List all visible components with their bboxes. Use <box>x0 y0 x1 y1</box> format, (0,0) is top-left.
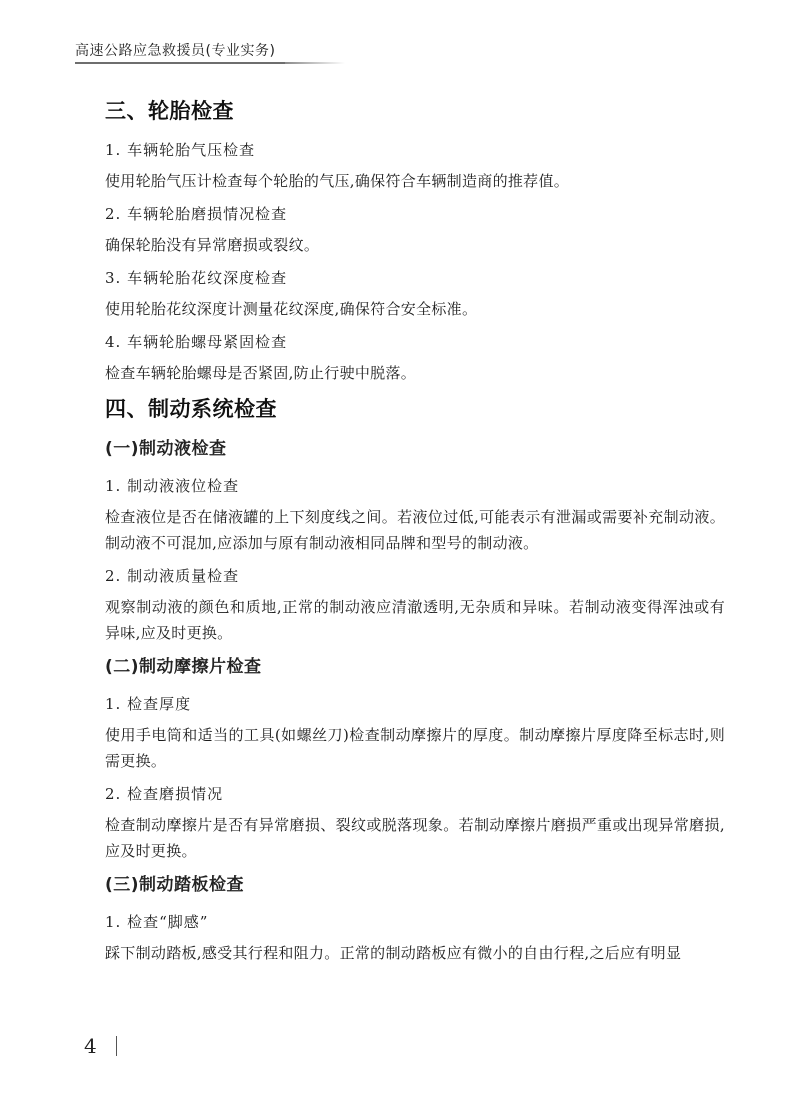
item-heading: 1. 车辆轮胎气压检查 <box>105 141 256 159</box>
page-number: 4 <box>84 1034 97 1058</box>
section-heading-tire: 三、轮胎检查 <box>105 99 234 123</box>
paragraph: 使用轮胎花纹深度计测量花纹深度,确保符合安全标准。 <box>105 300 478 318</box>
running-header <box>75 36 715 66</box>
paragraph: 检查车辆轮胎螺母是否紧固,防止行驶中脱落。 <box>105 364 417 382</box>
item-heading: 3. 车辆轮胎花纹深度检查 <box>105 269 288 287</box>
item-heading: 2. 检查磨损情况 <box>105 785 224 803</box>
paragraph: 使用轮胎气压计检查每个轮胎的气压,确保符合车辆制造商的推荐值。 <box>105 172 570 190</box>
paragraph: 检查制动摩擦片是否有异常磨损、裂纹或脱落现象。若制动摩擦片磨损严重或出现异常磨损,应及时更换。 <box>105 816 725 860</box>
item-heading: 2. 车辆轮胎磨损情况检查 <box>105 205 288 223</box>
item-heading: 1. 检查厚度 <box>105 695 192 713</box>
footer-divider <box>116 1036 117 1056</box>
page-content <box>105 96 725 974</box>
item-heading: 2. 制动液质量检查 <box>105 567 240 585</box>
section-heading-brake: 四、制动系统检查 <box>105 397 277 421</box>
subsection-heading-fluid: (一)制动液检查 <box>105 439 227 459</box>
paragraph: 确保轮胎没有异常磨损或裂纹。 <box>105 236 320 254</box>
paragraph: 检查液位是否在储液罐的上下刻度线之间。若液位过低,可能表示有泄漏或需要补充制动液。制动液不可混加,应添加与原有制动液相同品牌和型号的制动液。 <box>105 508 725 552</box>
subsection-heading-pedal: (三)制动踏板检查 <box>105 875 245 895</box>
paragraph: 踩下制动踏板,感受其行程和阻力。正常的制动踏板应有微小的自由行程,之后应有明显 <box>105 944 682 962</box>
paragraph: 使用手电筒和适当的工具(如螺丝刀)检查制动摩擦片的厚度。制动摩擦片厚度降至标志时,则需更换。 <box>105 726 725 770</box>
subsection-heading-pads: (二)制动摩擦片检查 <box>105 657 262 677</box>
book-title: 高速公路应急救援员(专业实务) <box>75 43 276 59</box>
item-heading: 4. 车辆轮胎螺母紧固检查 <box>105 333 288 351</box>
header-rule-fade <box>285 62 345 64</box>
paragraph: 观察制动液的颜色和质地,正常的制动液应清澈透明,无杂质和异味。若制动液变得浑浊或有异味,应及时更换。 <box>105 598 725 642</box>
header-rule <box>75 62 285 64</box>
item-heading: 1. 制动液液位检查 <box>105 477 240 495</box>
item-heading: 1. 检查“脚感” <box>105 913 209 931</box>
